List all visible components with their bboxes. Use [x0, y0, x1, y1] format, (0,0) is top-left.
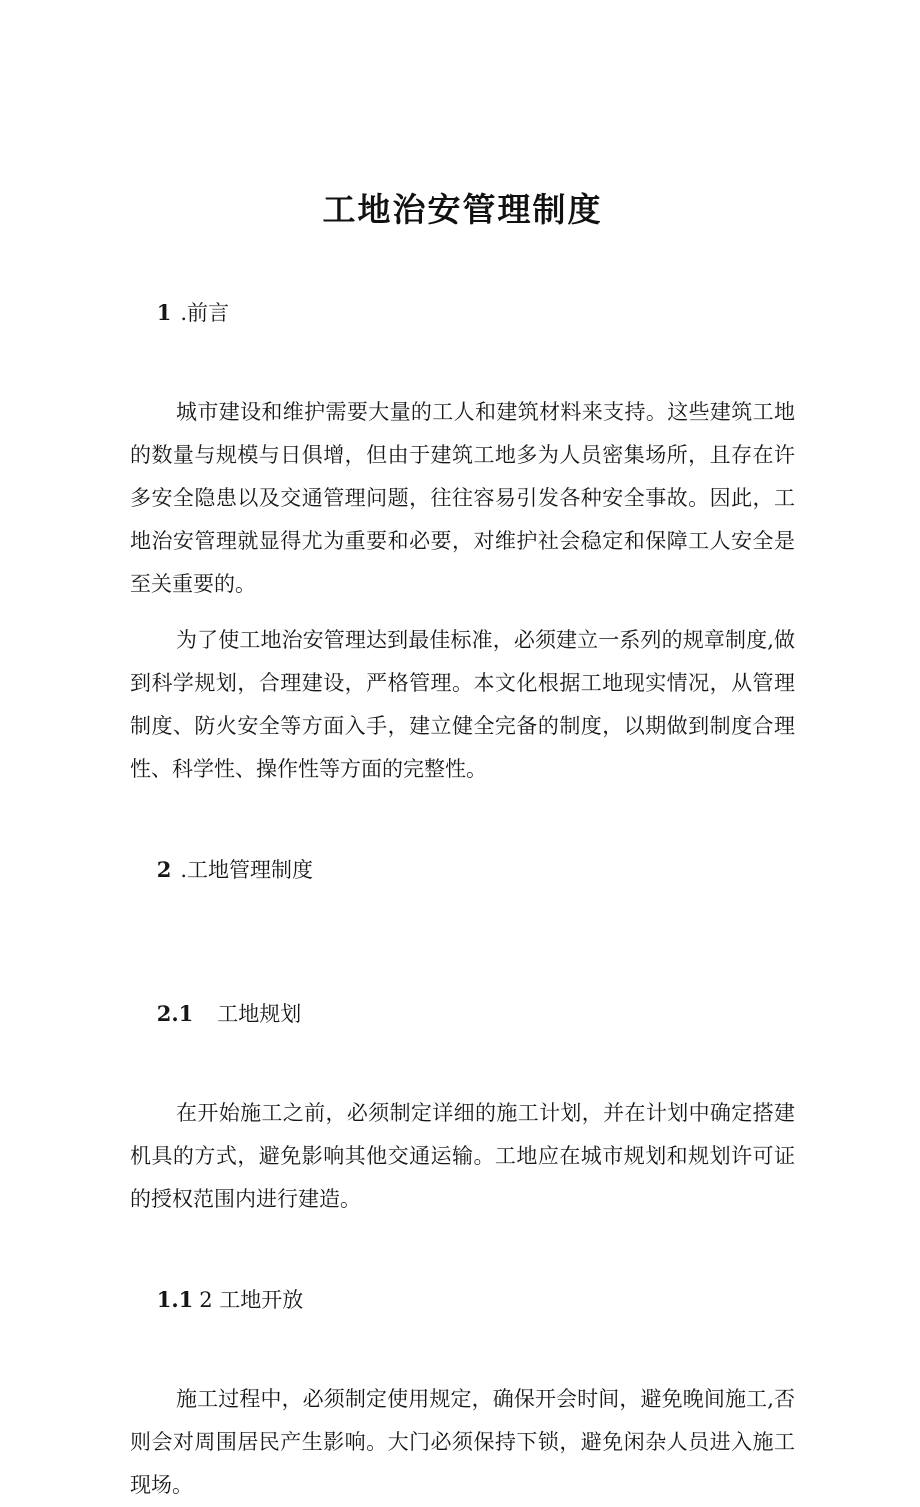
heading-site-management-number: 2: [156, 857, 172, 882]
heading-preface-number: 1: [156, 300, 172, 325]
heading-site-management-label: .工地管理制度: [180, 858, 314, 882]
heading-site-planning: [130, 949, 795, 1079]
paragraph-site-planning: 在开始施工之前，必须制定详细的施工计划，并在计划中确定搭建机具的方式，避免影响其他交通运输。工地应在城市规划和规划许可证的授权范围内进行建造。: [130, 1101, 795, 1211]
heading-site-opening: [130, 1235, 795, 1365]
heading-site-opening-number: 1.1: [156, 1287, 194, 1312]
paragraph-site-opening: 施工过程中，必须制定使用规定，确保开会时间，避免晚间施工,否则会对周围居民产生影响。大门必须保持下锁，避免闲杂人员进入施工现场。: [130, 1387, 795, 1497]
heading-site-planning-number: 2.1: [156, 1001, 194, 1026]
heading-preface: [130, 248, 795, 378]
heading-site-management: [130, 805, 795, 935]
document-title: 工地治安管理制度: [322, 190, 603, 229]
paragraph-intro-2: 为了使工地治安管理达到最佳标准，必须建立一系列的规章制度,做到科学规划，合理建设，严格管理。本文化根据工地现实情况，从管理制度、防火安全等方面入手，建立健全完备的制度，以期做到制度合理性、科学性、操作性等方面的完整性。: [130, 628, 795, 781]
heading-preface-label: .前言: [180, 301, 230, 325]
heading-site-planning-label: 工地规划: [217, 1002, 302, 1026]
heading-site-opening-label: 2 工地开放: [199, 1288, 304, 1312]
paragraph-intro-1: 城市建设和维护需要大量的工人和建筑材料来支持。这些建筑工地的数量与规模与日俱增，但由于建筑工地多为人员密集场所，且存在许多安全隐患以及交通管理问题，往往容易引发各种安全事故。因此，工地治安管理就显得尤为重要和必要，对维护社会稳定和保障工人安全是至关重要的。: [130, 400, 795, 596]
